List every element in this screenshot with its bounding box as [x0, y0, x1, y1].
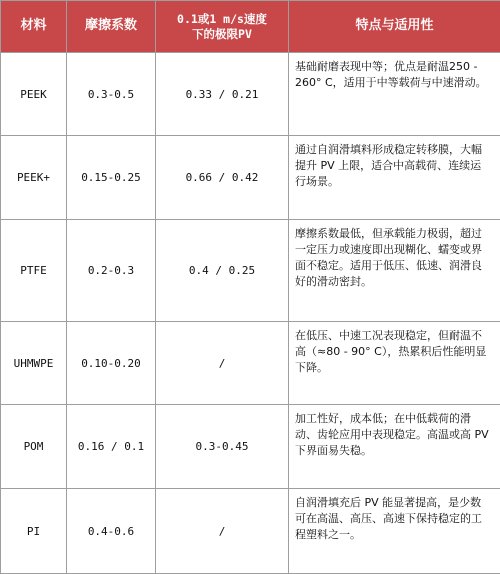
cell-pv: 0.33 / 0.21: [156, 53, 289, 136]
cell-friction: 0.15-0.25: [67, 136, 156, 220]
cell-friction: 0.2-0.3: [67, 220, 156, 322]
header-pv: [156, 1, 289, 53]
table-row: [1, 53, 500, 136]
cell-features: 加工性好，成本低；在中低载荷的滑动、齿轮应用中表现稳定。高温或高 PV 下界面易失稳。: [289, 405, 500, 489]
cell-material: UHMWPE: [1, 322, 67, 405]
cell-features: 在低压、中速工况表现稳定，但耐温不高（≈80 - 90° C），热累积后性能明显下降。: [289, 322, 500, 405]
cell-features: 摩擦系数最低，但承载能力极弱，超过一定压力或速度即出现糊化、蠕变或界面不稳定。适用于低压、低速、润滑良好的滑动密封。: [289, 220, 500, 322]
header-features: 特点与适用性: [289, 1, 500, 53]
table-row: [1, 489, 500, 574]
table-row: [1, 220, 500, 322]
table-row: [1, 405, 500, 489]
cell-friction: 0.10-0.20: [67, 322, 156, 405]
cell-pv: 0.4 / 0.25: [156, 220, 289, 322]
header-pv-line2: 下的极限PV: [156, 27, 288, 41]
cell-material: PEEK+: [1, 136, 67, 220]
cell-pv: 0.66 / 0.42: [156, 136, 289, 220]
cell-features: 通过自润滑填料形成稳定转移膜，大幅提升 PV 上限，适合中高载荷、连续运行场景。: [289, 136, 500, 220]
header-row: [1, 1, 500, 53]
cell-material: POM: [1, 405, 67, 489]
table-row: [1, 322, 500, 405]
cell-pv: /: [156, 322, 289, 405]
cell-friction: 0.16 / 0.1: [67, 405, 156, 489]
cell-friction: 0.3-0.5: [67, 53, 156, 136]
cell-material: PTFE: [1, 220, 67, 322]
cell-pv: 0.3-0.45: [156, 405, 289, 489]
cell-features: 基础耐磨表现中等；优点是耐温250 - 260° C，适用于中等载荷与中速滑动。: [289, 53, 500, 136]
cell-material: PEEK: [1, 53, 67, 136]
header-friction: 摩擦系数: [67, 1, 156, 53]
table-header: [1, 1, 500, 53]
cell-pv: /: [156, 489, 289, 574]
header-material: 材料: [1, 1, 67, 53]
header-pv-line1: 0.1或1 m/s速度: [156, 12, 288, 26]
cell-friction: 0.4-0.6: [67, 489, 156, 574]
table-body: [1, 53, 500, 574]
cell-material: PI: [1, 489, 67, 574]
cell-features: 自润滑填充后 PV 能显著提高，是少数可在高温、高压、高速下保持稳定的工程塑料之一。: [289, 489, 500, 574]
table-row: [1, 136, 500, 220]
